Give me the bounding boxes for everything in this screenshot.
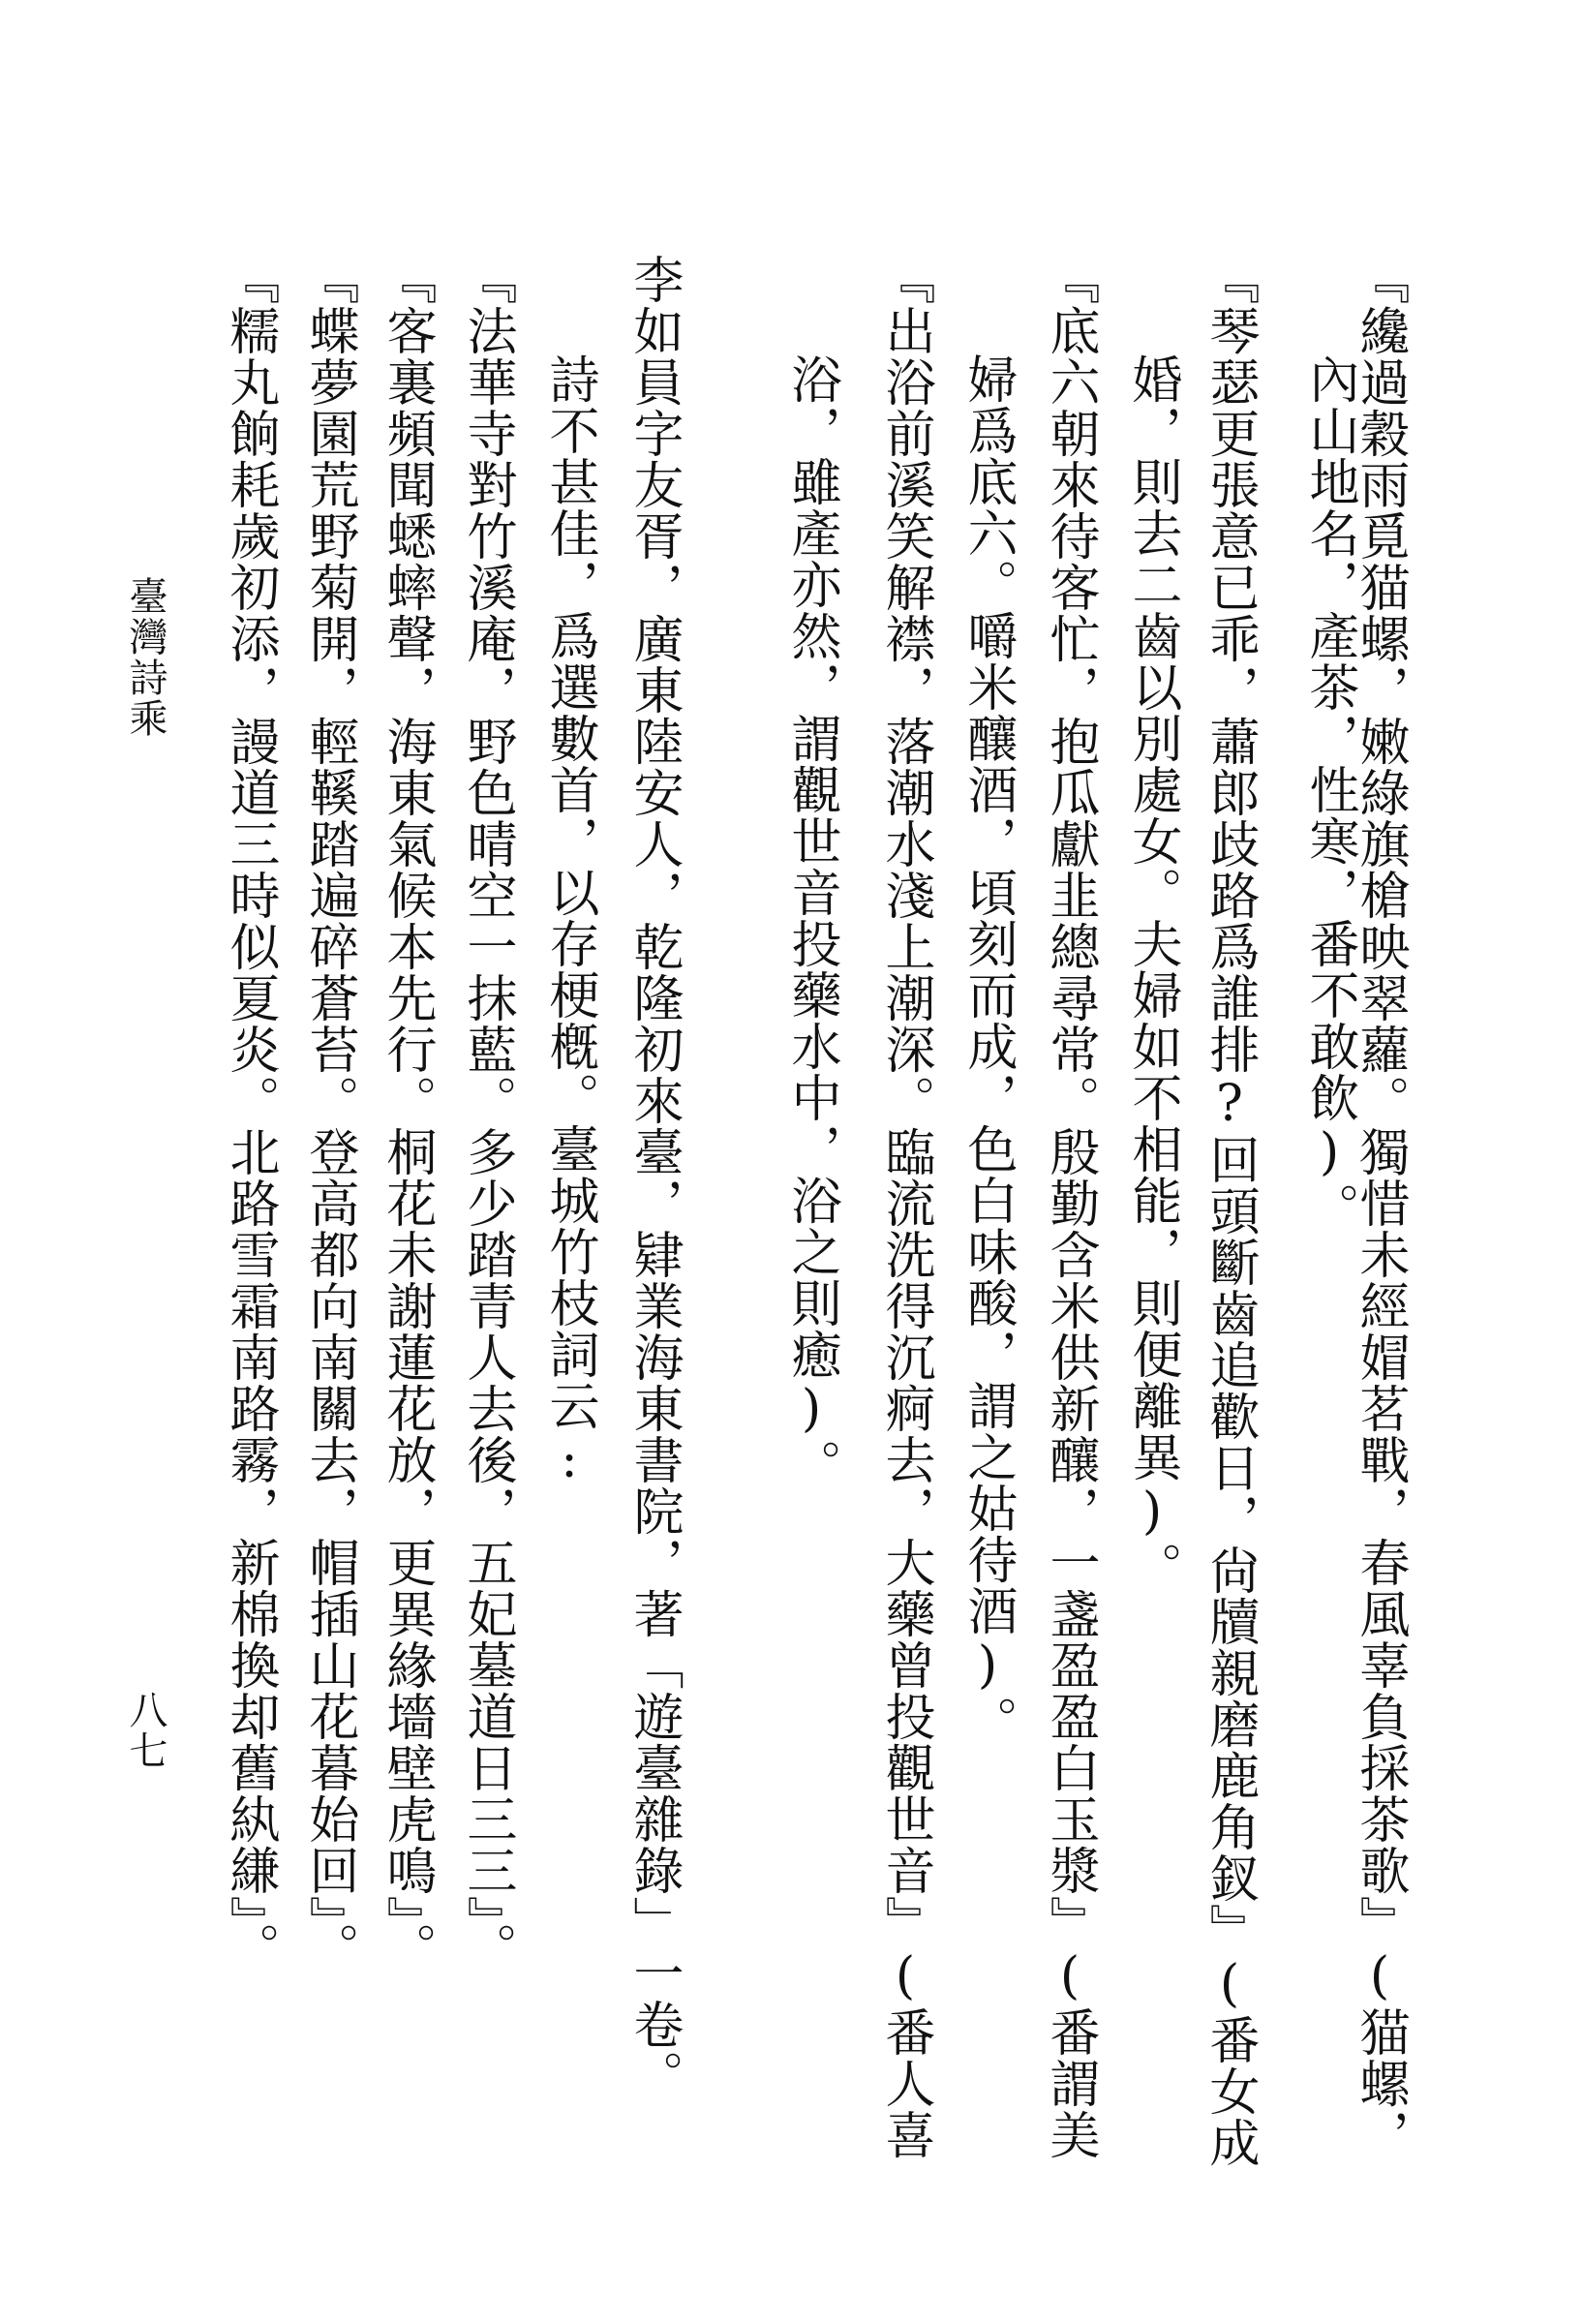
text-column-6: 婦爲底六。嚼米釀酒，頃刻而成，色白味酸，謂之姑待酒)。 [958,353,1017,1747]
poem-column-2: 『客裏頻聞蟋蟀聲，海東氣候本先行。桐花未謝蓮花放，更異緣墻壁虎鳴』。 [378,254,436,1973]
poem-column-4: 『糯丸餉耗歲初添，謾道三時似夏炎。北路雪霜南路霧，新棉換却舊紈縑』。 [221,254,279,1973]
text-column-3: 『琴瑟更張意已乖，蕭郎歧路爲誰排?回頭斷齒追歡日，尙牘親磨鹿角釵』(番女成 [1201,254,1259,2168]
running-title: 臺灣詩乘 [123,576,167,739]
text-column-7: 『出浴前溪笑解襟，落潮水淺上潮深。臨流洗得沉痾去，大藥曾投觀世音』(番人喜 [876,254,934,2160]
text-column-8: 浴，雖產亦然，謂觀世音投藥水中，浴之則癒)。 [782,353,840,1490]
text-column-2: 內山地名，產茶，性寒，番不敢飲)。 [1300,353,1358,1234]
text-column-4: 婚，則去二齒以別處女。夫婦如不相能，則便離異)。 [1123,353,1181,1593]
text-column-1: 『纔過穀雨覓猫螺，嫩綠旗槍映翠蘿。獨惜未經媢茗戰，春風辜負採茶歌』(猫螺， [1351,254,1409,2160]
poem-column-3: 『蝶夢園荒野菊開，輕鞵踏遍碎蒼苔。登高都向南關去，帽插山花暮始回』。 [300,254,358,1973]
page-number: 八七 [123,1690,167,1771]
text-column-9: 李如員字友胥，廣東陸安人，乾隆初來臺，肄業海東書院，著「遊臺雜錄」一卷。 [624,254,683,2101]
text-column-5: 『底六朝來待客忙，抱瓜獻韭總尋常。殷勤含米供新釀，一盞盈盈白玉漿』(番謂美 [1041,254,1099,2160]
text-column-10: 詩不甚佳，爲選數首，以存梗槪。臺城竹枝詞云: [540,353,598,1490]
poem-column-1: 『法華寺對竹溪庵，野色晴空一抹藍。多少踏青人去後，五妃墓道日三三』。 [458,254,516,1973]
